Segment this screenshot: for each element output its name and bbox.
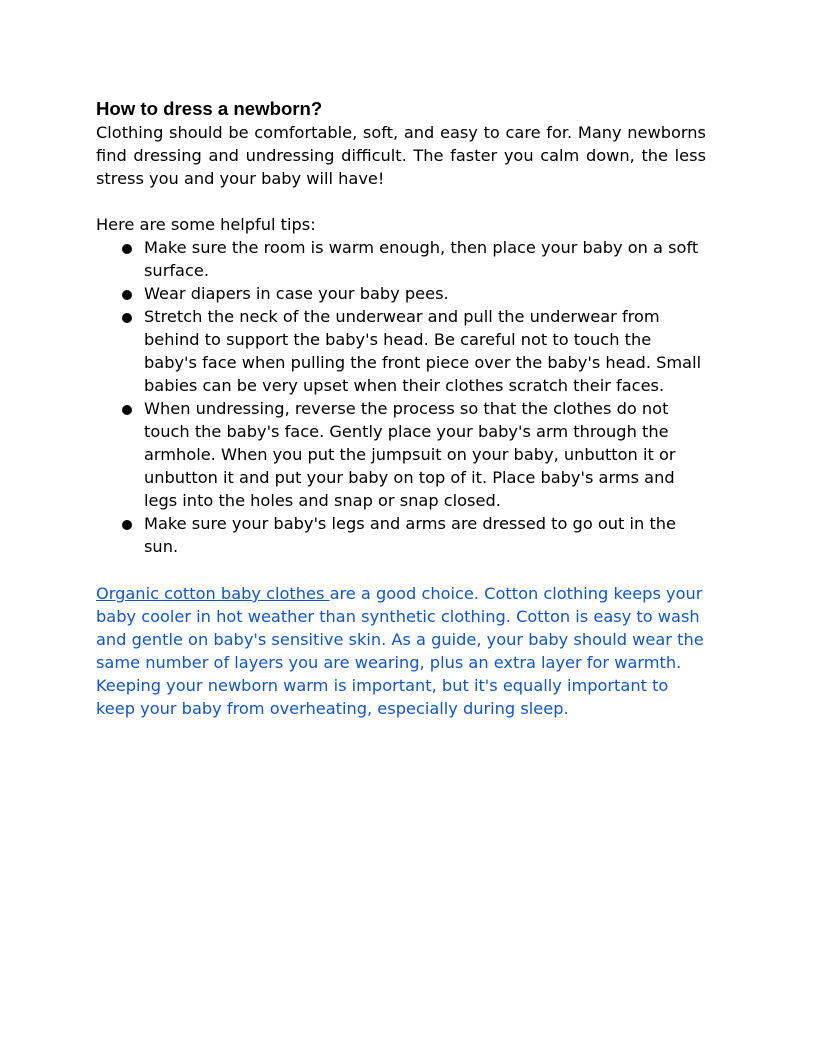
list-item-text: Make sure the room is warm enough, then place your baby on a soft surface. — [144, 238, 699, 280]
list-item — [96, 305, 706, 397]
paragraph-spacer — [96, 190, 706, 213]
list-item-text: When undressing, reverse the process so that the clothes do not touch the baby's face. Gently place your baby's arm through the armhole. When you put the jumpsuit on your baby, unbutton it or unbutton it and put your baby on top of it. Place baby's arms and legs into the holes and snap or snap closed. — [144, 399, 676, 510]
closing-paragraph — [96, 582, 706, 720]
organic-cotton-link[interactable]: Organic cotton baby clothes — [96, 584, 330, 603]
list-item — [96, 397, 706, 512]
tips-heading: Here are some helpful tips: — [96, 215, 316, 234]
paragraph-spacer — [96, 558, 706, 582]
bullet-icon — [122, 520, 132, 530]
page-title: How to dress a newborn? — [96, 98, 323, 119]
list-item — [96, 282, 706, 305]
intro-paragraph: Clothing should be comfortable, soft, and easy to care for. Many newborns find dressing and undressing difficult. The faster you calm down, the less stress you and your baby will have! — [96, 123, 706, 188]
list-item — [96, 236, 706, 282]
list-item-text: Make sure your baby's legs and arms are dressed to go out in the sun. — [144, 514, 677, 556]
bullet-icon — [122, 313, 132, 323]
tips-list — [96, 236, 706, 558]
document-page — [96, 96, 706, 720]
list-item-text: Wear diapers in case your baby pees. — [144, 284, 449, 303]
bullet-icon — [122, 405, 132, 415]
closing-text: are a good choice. Cotton clothing keeps your baby cooler in hot weather than synthetic clothing. Cotton is easy to wash and gentle on baby's sensitive skin. As a guide, your baby should wear the same number of layers you are wearing, plus an extra layer for warmth. Keeping your newborn warm is important, but it's equally important to keep your baby from overheating, especially during sleep. — [96, 584, 704, 718]
bullet-icon — [122, 290, 132, 300]
list-item — [96, 512, 706, 558]
list-item-text: Stretch the neck of the underwear and pull the underwear from behind to support the baby's head. Be careful not to touch the baby's face when pulling the front piece over the baby's head. Small babies can be very upset when their clothes scratch their faces. — [144, 307, 702, 395]
bullet-icon — [122, 244, 132, 254]
